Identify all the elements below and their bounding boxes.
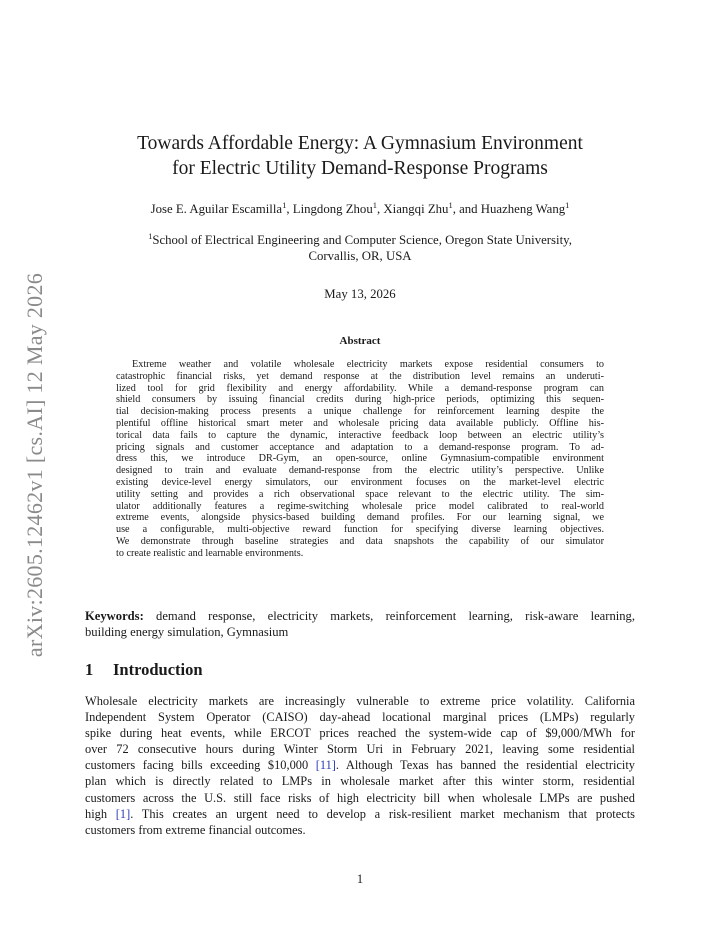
- intro-line: over 72 consecutive hours during Winter Storm Uri in February 2021, leaving some residential: [85, 742, 635, 757]
- abstract-line: Extreme weather and volatile wholesale electricity markets expose residential consumers to: [132, 359, 604, 370]
- abstract-line: We demonstrate through baseline strategies and data snapshots the capability of our simulator: [116, 535, 604, 547]
- intro-line: spike during heat events, while ERCOT prices reached the system-wide cap of $9,000/MWh for: [85, 726, 635, 741]
- abstract-line: ulator additionally features a regime-switching wholesale price model calibrated to real-world: [116, 500, 604, 512]
- keywords-text-1: demand response, electricity markets, reinforcement learning, risk-aware learning,: [156, 609, 635, 623]
- affiliation-line-1: [85, 228, 635, 248]
- abstract-line: to create realistic and learnable environments.: [116, 547, 304, 559]
- abstract-line: existing device-level energy simulators, our environment focuses on the market-level electric: [116, 476, 604, 488]
- keywords-paragraph: [85, 608, 635, 640]
- abstract-line: shield consumers by issuing financial credits during high-price periods, optimizing this sequen-: [116, 394, 604, 406]
- keywords-line-1: [85, 608, 635, 624]
- arxiv-identifier-text: arXiv:2605.12462v1 [cs.AI] 12 May 2026: [22, 272, 47, 658]
- author-list: [85, 200, 635, 217]
- author-name: Lingdong Zhou: [292, 202, 373, 216]
- intro-text: . Although Texas has banned the residential electricity: [335, 758, 635, 773]
- intro-text: . This creates an urgent need to develop a risk-resilient market mechanism that protects: [130, 806, 635, 821]
- introduction-paragraph: [85, 693, 635, 838]
- intro-line: [85, 757, 635, 773]
- author-affiliation-mark: 1: [448, 200, 453, 210]
- author-separator: ,: [286, 202, 293, 216]
- intro-line: Wholesale electricity markets are increasingly vulnerable to extreme price volatility. California: [85, 694, 635, 708]
- section-title: Introduction: [113, 660, 203, 679]
- abstract-line: extreme events, alongside physics-based building demand profiles. For our learning signal, we: [116, 512, 604, 524]
- intro-line: plan which is directly related to LMPs in wholesale market after this winter storm, residential: [85, 774, 635, 789]
- abstract-body: [116, 359, 604, 560]
- abstract-line: utility setting and provides a rich observational space relevant to the electric utility. The sim-: [116, 488, 604, 500]
- abstract-line: designed to train and evaluate demand-response from the electric utility’s perspective. Unlike: [116, 465, 604, 477]
- intro-line: customers across the U.S. still face risks of high electricity bill when wholesale LMPs are pushed: [85, 790, 635, 805]
- abstract-line: tial decision-making process presents a unique challenge for reinforcement learning despite the: [116, 406, 604, 418]
- abstract-line: plentiful offline historical smart meter and wholesale pricing data available publicly. Offline his-: [116, 417, 604, 429]
- citation-link-1[interactable]: [1]: [115, 806, 131, 821]
- author-name: Huazheng Wang: [480, 202, 566, 216]
- intro-text: high: [85, 806, 116, 821]
- abstract-line: torical data fails to capture the dynamic, interactive feedback loop between an electric utility’s: [116, 429, 604, 441]
- keywords-label: Keywords:: [85, 609, 144, 623]
- intro-line: Independent System Operator (CAISO) day-ahead locational marginal prices (LMPs) regularly: [85, 710, 635, 725]
- author-name: Xiangqi Zhu: [383, 202, 449, 216]
- abstract-heading: Abstract: [339, 335, 381, 347]
- title-line-1: Towards Affordable Energy: A Gymnasium Environment: [137, 133, 583, 154]
- page-number: 1: [356, 872, 364, 886]
- arxiv-identifier-stamp: [18, 258, 52, 672]
- author-name: Jose E. Aguilar Escamilla: [150, 202, 283, 216]
- abstract-line: catastrophic financial risks, yet demand response at the distribution level remains an underuti-: [116, 370, 604, 382]
- paper-title: [85, 131, 635, 181]
- intro-line: customers from extreme financial outcomes.: [85, 822, 306, 837]
- abstract-line: pricing signals and customer acceptance and adaptation to a demand-response program. To ad-: [116, 441, 604, 453]
- abstract-line: use a configurable, multi-objective reward function for specifying diverse learning objectives.: [116, 524, 604, 536]
- author-separator: , and: [452, 202, 481, 216]
- affiliation-text-1: School of Electrical Engineering and Computer Science, Oregon State University,: [152, 233, 572, 247]
- section-number: 1: [85, 660, 94, 679]
- intro-text: customers facing bills exceeding $10,000: [85, 758, 316, 773]
- author-affiliation: [85, 228, 635, 264]
- abstract-line: lized tool for grid flexibility and energy affordability. While a demand-response program can: [116, 382, 604, 394]
- author-affiliation-mark: 1: [372, 200, 377, 210]
- author-affiliation-mark: 1: [282, 200, 287, 210]
- section-heading-introduction: [85, 660, 635, 680]
- intro-line: [85, 806, 635, 822]
- abstract-line: dress this, we introduce DR-Gym, an open-source, online Gymnasium-compatible environment: [116, 453, 604, 465]
- citation-link-11[interactable]: [11]: [315, 758, 336, 773]
- affiliation-mark: 1: [148, 231, 153, 241]
- keywords-line-2: building energy simulation, Gymnasium: [85, 625, 289, 639]
- publication-date: May 13, 2026: [324, 287, 396, 301]
- author-affiliation-mark: 1: [565, 200, 570, 210]
- title-line-2: for Electric Utility Demand-Response Programs: [172, 158, 548, 179]
- author-separator: ,: [376, 202, 384, 216]
- affiliation-line-2: Corvallis, OR, USA: [308, 249, 412, 263]
